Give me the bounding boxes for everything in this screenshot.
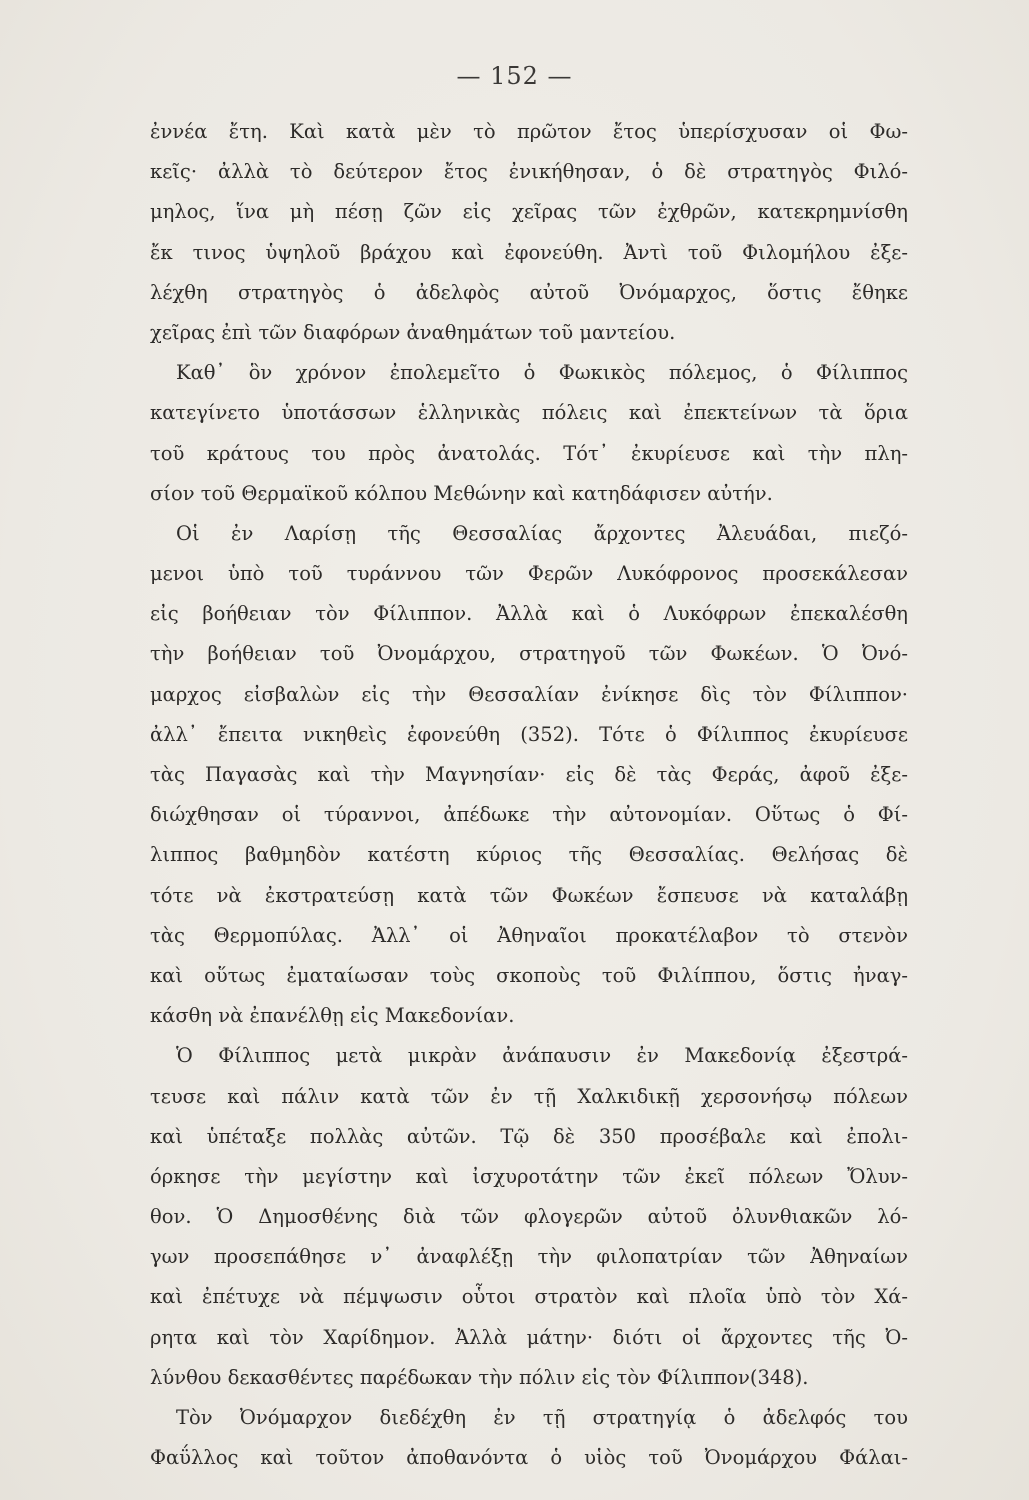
text-line: καὶ ἐπέτυχε νὰ πέμψωσιν οὗτοι στρατὸν καὶ πλοῖα ὑπὸ τὸν Χά-	[150, 1285, 908, 1309]
text-line: τὰς Παγασὰς καὶ τὴν Μαγνησίαν· εἰς δὲ τὰς Φεράς, ἀφοῦ ἐξε-	[150, 763, 908, 786]
text-line: ρητα καὶ τὸν Χαρίδημον. Ἀλλὰ μάτην· διότι οἱ ἄρχοντες τῆς Ὀ-	[150, 1325, 908, 1349]
text-line: θον. Ὁ Δημοσθένης διὰ τῶν φλογερῶν αὐτοῦ ὀλυνθιακῶν λό-	[150, 1205, 908, 1229]
text-line: λέχθη στρατηγὸς ὁ ἀδελφὸς αὐτοῦ Ὀνόμαρχος, ὅστις ἔθηκε	[150, 280, 908, 304]
text-line: τευσε καὶ πάλιν κατὰ τῶν ἐν τῇ Χαλκιδικῇ χερσονήσῳ πόλεων	[150, 1084, 908, 1108]
text-line: Οἱ ἐν Λαρίσῃ τῆς Θεσσαλίας ἄρχοντες Ἀλευάδαι, πιεζό-	[176, 521, 908, 545]
text-line: χεῖρας ἐπὶ τῶν διαφόρων ἀναθημάτων τοῦ μαντείου.	[150, 320, 676, 344]
text-line: μαρχος εἰσβαλὼν εἰς τὴν Θεσσαλίαν ἐνίκησε δὶς τὸν Φίλιππον·	[150, 682, 908, 706]
text-line: ἀλλ᾿ ἔπειτα νικηθεὶς ἐφονεύθη (352). Τότε ὁ Φίλιππος ἐκυρίευσε	[150, 722, 908, 746]
text-line: τὰς Θερμοπύλας. Ἀλλ᾿ οἱ Ἀθηναῖοι προκατέλαβον τὸ στενὸν	[150, 923, 908, 947]
text-line: Καθ᾿ ὃν χρόνον ἐπολεμεῖτο ὁ Φωκικὸς πόλεμος, ὁ Φίλιππος	[176, 361, 908, 385]
text-line: λιππος βαθμηδὸν κατέστη κύριος τῆς Θεσσαλίας. Θελήσας δὲ	[150, 843, 908, 867]
text-line: Τὸν Ὀνόμαρχον διεδέχθη ἐν τῇ στρατηγίᾳ ὁ ἀδελφός του	[176, 1406, 908, 1429]
text-line: Φαΰλλος καὶ τοῦτον ἀποθανόντα ὁ υἱὸς τοῦ Ὀνομάρχου Φάλαι-	[150, 1446, 908, 1470]
text-line: μηλος, ἵνα μὴ πέσῃ ζῶν εἰς χεῖρας τῶν ἐχθρῶν, κατεκρημνίσθη	[150, 200, 908, 224]
text-line: κατεγίνετο ὑποτάσσων ἑλληνικὰς πόλεις καὶ ἐπεκτείνων τὰ ὅρια	[150, 401, 908, 425]
text-line: μενοι ὑπὸ τοῦ τυράννου τῶν Φερῶν Λυκόφρονος προσεκάλεσαν	[150, 562, 908, 586]
text-line: τότε νὰ ἐκστρατεύσῃ κατὰ τῶν Φωκέων ἔσπευσε νὰ καταλάβῃ	[150, 883, 908, 907]
text-line: σίον τοῦ Θερμαϊκοῦ κόλπου Μεθώνην καὶ κατηδάφισεν αὐτήν.	[150, 481, 773, 505]
text-line: κάσθη νὰ ἐπανέλθῃ εἰς Μακεδονίαν.	[150, 1004, 515, 1028]
text-line: εἰς βοήθειαν τὸν Φίλιππον. Ἀλλὰ καὶ ὁ Λυκόφρων ἐπεκαλέσθη	[150, 602, 908, 626]
text-line: ἔκ τινος ὑψηλοῦ βράχου καὶ ἐφονεύθη. Ἀντὶ τοῦ Φιλομήλου ἐξε-	[150, 240, 908, 264]
page-number: — 152 —	[456, 62, 573, 90]
text-line: ἐννέα ἔτη. Καὶ κατὰ μὲν τὸ πρῶτον ἔτος ὑπερίσχυσαν οἱ Φω-	[150, 120, 908, 143]
body-text	[150, 112, 908, 1478]
text-line: Ὁ Φίλιππος μετὰ μικρὰν ἀνάπαυσιν ἐν Μακεδονίᾳ ἐξεστρά-	[176, 1044, 908, 1068]
text-line: όρκησε τὴν μεγίστην καὶ ἰσχυροτάτην τῶν ἐκεῖ πόλεων Ὄλυν-	[150, 1164, 908, 1188]
text-line: γων προσεπάθησε ν᾿ ἀναφλέξῃ τὴν φιλοπατρίαν τῶν Ἀθηναίων	[150, 1245, 908, 1269]
text-line: τὴν βοήθειαν τοῦ Ὀνομάρχου, στρατηγοῦ τῶν Φωκέων. Ὁ Ὀνό-	[150, 642, 908, 666]
text-line: τοῦ κράτους του πρὸς ἀνατολάς. Τότ᾿ ἐκυρίευσε καὶ τὴν πλη-	[150, 441, 908, 465]
text-line: καὶ οὕτως ἐματαίωσαν τοὺς σκοποὺς τοῦ Φιλίππου, ὅστις ἠναγ-	[150, 963, 908, 987]
text-line: καὶ ὑπέταξε πολλὰς αὐτῶν. Τῷ δὲ 350 προσέβαλε καὶ ἐπολι-	[150, 1124, 908, 1148]
text-line: λύνθου δεκασθέντες παρέδωκαν τὴν πόλιν εἰς τὸν Φίλιππον(348).	[150, 1365, 809, 1389]
text-line: διώχθησαν οἱ τύραννοι, ἀπέδωκε τὴν αὐτονομίαν. Οὕτως ὁ Φί-	[150, 803, 908, 827]
text-line: κεῖς· ἀλλὰ τὸ δεύτερον ἔτος ἐνικήθησαν, ὁ δὲ στρατηγὸς Φιλό-	[150, 160, 908, 184]
